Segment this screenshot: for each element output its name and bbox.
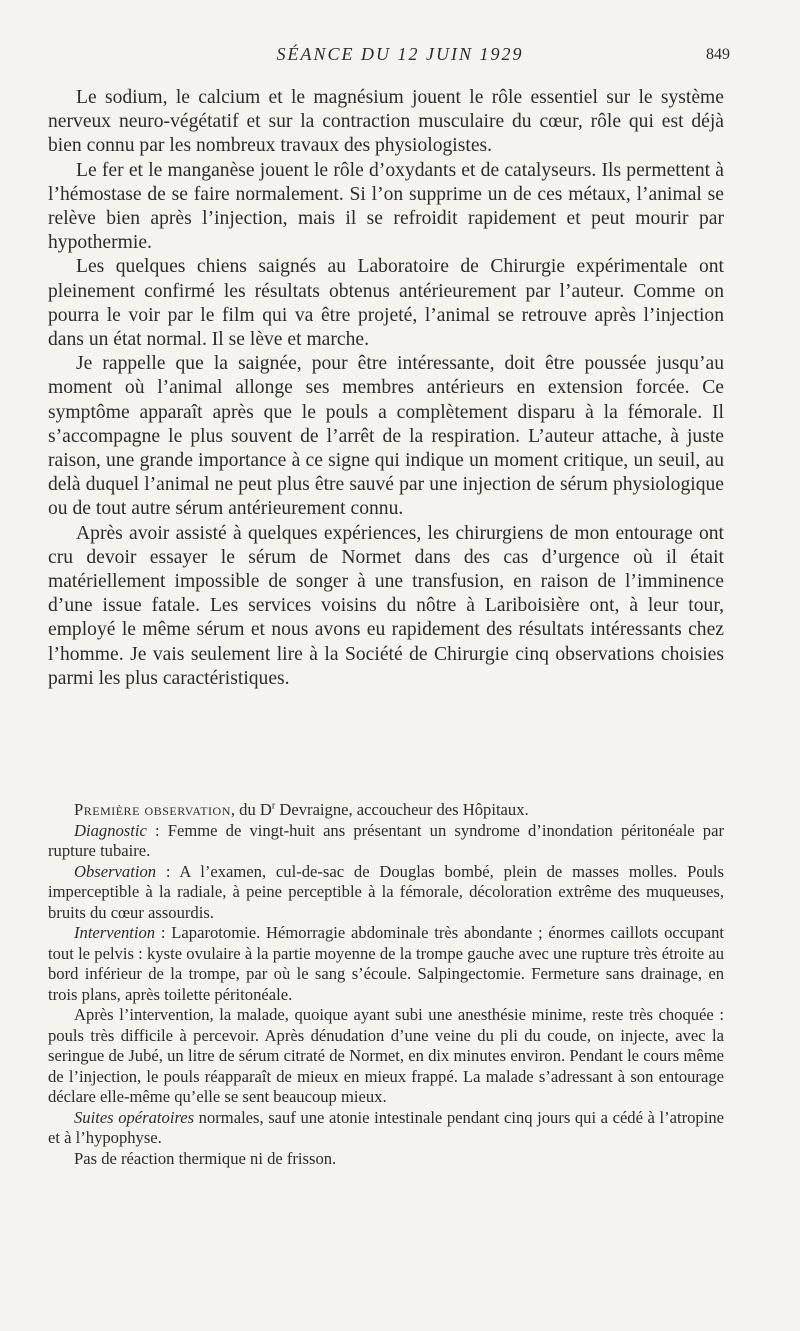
observation-text: : A l’examen, cul-de-sac de Douglas bombé, plein de masses molles. Pouls imperceptible à la radiale, à peine perceptible à la fémorale, décoloration extrême des muqueuses, bruits du cœur assourdis. <box>48 861 724 922</box>
observation-heading-author: Devraigne, accoucheur des Hôpitaux. <box>275 800 529 819</box>
paragraph: Je rappelle que la saignée, pour être intéressante, doit être poussée jusqu’au moment où l’animal allonge ses membres antérieurs en extension forcée. Ce symptôme apparaît après que le pouls a complètement disparu à la fémorale. Il s’accompagne le plus souvent de l’arrêt de la respiration. L’auteur attache, à juste raison, une grande importance à ce signe qui indique un moment critique, un seuil, au delà duquel l’animal ne peut plus être sauvé par une injection de sérum physiologique ou de tout autre sérum antérieurement connu. <box>48 353 724 520</box>
paragraph: Le sodium, le calcium et le magnésium jouent le rôle essentiel sur le système nerveux neuro-végétatif et sur la contraction musculaire du cœur, rôle qui est déjà bien connu par les nombreux travaux des physiologistes. <box>48 87 724 157</box>
intervention-text: : Laparotomie. Hémorragie abdominale très abondante ; énormes caillots occupant tout le pelvis : kyste ovulaire à la partie moyenne de la trompe gauche avec une rupture très étroite au bord inférieur de la trompe, par où le sang s’écoule. Salpingectomie. Fermeture sans drainage, en trois plans, après toilette péritonéale. <box>48 923 724 1004</box>
paragraph: Les quelques chiens saignés au Laboratoire de Chirurgie expérimentale ont pleinement confirmé les résultats obtenus antérieurement par l’auteur. Comme on pourra le voir par le film qui va être projeté, l’animal se retrouve après l’injection dans un état normal. Il se lève et marche. <box>48 256 724 351</box>
page-number: 849 <box>706 46 730 63</box>
observation-paragraph <box>48 862 724 924</box>
observation-heading-text: , du D <box>230 800 272 819</box>
diagnostic-text: : Femme de vingt-huit ans présentant un syndrome d’inondation péritonéale par rupture tubaire. <box>48 820 724 860</box>
diagnostic-paragraph <box>48 821 724 862</box>
observation-section <box>48 800 724 1169</box>
page-header <box>48 34 752 64</box>
suites-label: Suites opératoires <box>74 1107 195 1127</box>
after-intervention-paragraph: Après l’intervention, la malade, quoique ayant subi une anesthésie minime, reste très choquée : pouls très difficile à percevoir. Après dénudation d’une veine du pli du coude, on injecte, avec la seringue de Jubé, un litre de sérum citraté de Normet, en dix minutes environ. Pendant le cours même de l’injection, le pouls réapparaît de mieux en mieux frappé. La malade s’adressant à son entourage déclare elle-même qu’elle se sent beaucoup mieux. <box>48 1005 724 1106</box>
intervention-paragraph <box>48 923 724 1005</box>
observation-heading <box>48 800 724 821</box>
final-paragraph: Pas de réaction thermique ni de frisson. <box>74 1148 337 1168</box>
paragraph: Le fer et le manganèse jouent le rôle d’oxydants et de catalyseurs. Ils permettent à l’hémostase de se faire normalement. Si l’on supprime un de ces métaux, l’animal se relève bien après l’injection, mais il se refroidit rapidement et peut mourir par hypothermie. <box>48 159 724 254</box>
doctor-abbrev-sup: r <box>271 800 276 812</box>
diagnostic-label: Diagnostic <box>74 820 147 840</box>
observation-label: Observation <box>74 861 157 881</box>
intervention-label: Intervention <box>74 923 156 942</box>
running-title: SÉANCE DU 12 JUIN 1929 <box>276 44 524 64</box>
suites-paragraph <box>48 1108 724 1149</box>
paragraph: Après avoir assisté à quelques expériences, les chirurgiens de mon entourage ont cru devoir essayer le sérum de Normet dans des cas d’urgence où il était matériellement impossible de songer à une transfusion, en raison de l’imminence d’une issue fatale. Les services voisins du nôtre à Lariboisière ont, à leur tour, employé le même sérum et nous avons eu rapidement des résultats intéressants chez l’homme. Je vais seulement lire à la Société de Chirurgie cinq observations choisies parmi les plus caractéristiques. <box>48 522 724 689</box>
observation-heading-caps: Première observation <box>74 800 231 819</box>
suites-text: normales, sauf une atonie intestinale pendant cinq jours qui a cédé à l’atropine et à l’hypophyse. <box>48 1107 724 1147</box>
main-text <box>48 86 724 691</box>
